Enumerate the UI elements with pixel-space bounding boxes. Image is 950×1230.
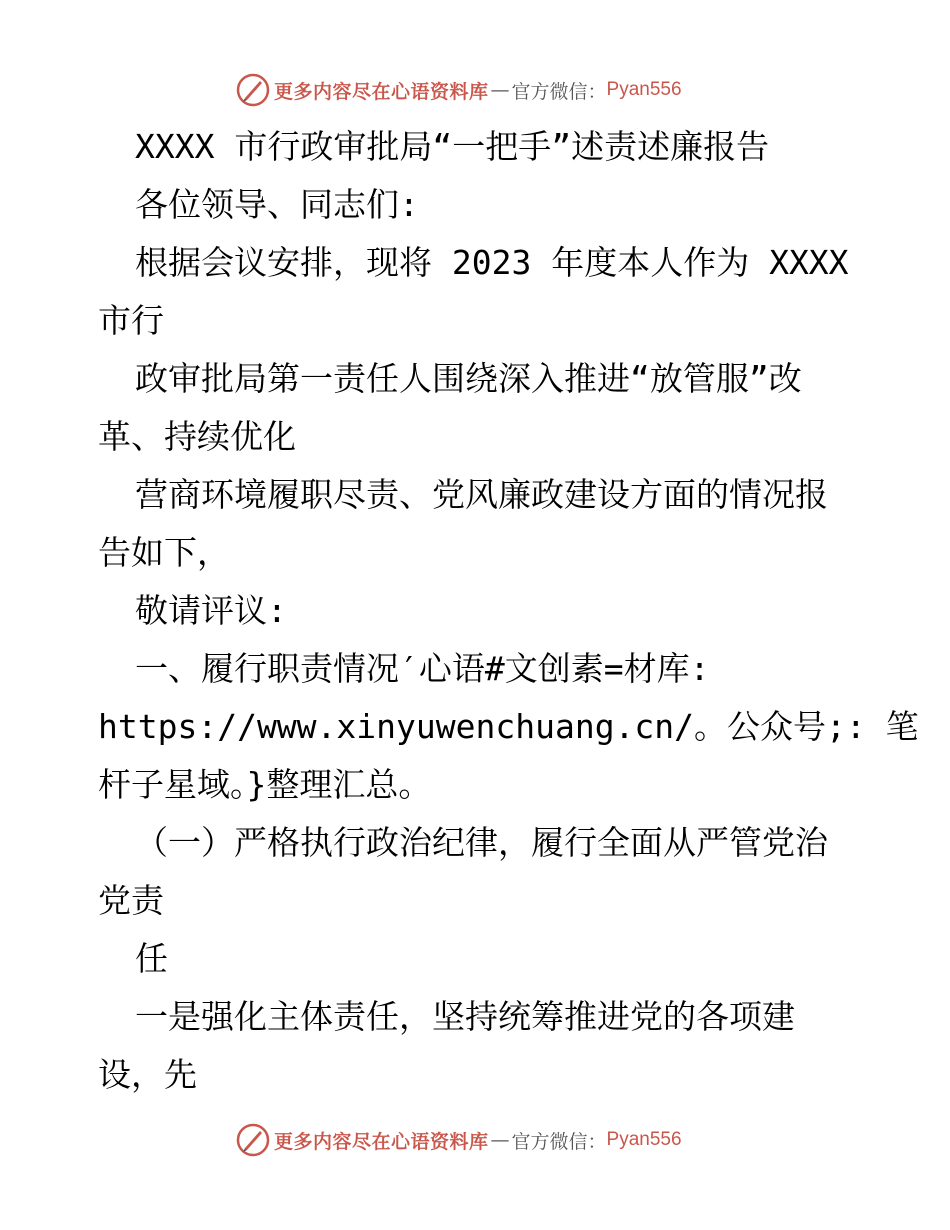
- paragraph-line: 告如下，: [98, 533, 230, 572]
- paragraph-line: 革、持续优化: [98, 417, 296, 456]
- watermark-separator: —: [490, 1129, 510, 1151]
- paragraph-line: 敬请评议:: [135, 591, 287, 630]
- watermark-wechat-label: 官方微信：: [511, 80, 607, 103]
- paragraph-line: https://www.xinyuwenchuang.cn/。公众号;: 笔: [98, 707, 919, 746]
- quill-logo-icon: [236, 1123, 270, 1157]
- paragraph-line: 市行: [98, 301, 164, 340]
- paragraph-line: 一是强化主体责任，坚持统筹推进党的各项建: [135, 997, 795, 1036]
- salutation: 各位领导、同志们:: [135, 185, 419, 224]
- watermark-wechat-label: 官方微信：: [511, 1130, 607, 1153]
- watermark-separator: —: [490, 79, 510, 101]
- watermark-site-text: 更多内容尽在心语资料库: [274, 80, 489, 103]
- paragraph-line: 营商环境履职尽责、党风廉政建设方面的情况报: [135, 475, 828, 514]
- header-watermark: [236, 72, 682, 108]
- watermark-wechat-id: Pyan556: [606, 79, 682, 100]
- paragraph-line: 杆子星域。}整理汇总。: [98, 765, 432, 804]
- paragraph-line: 政审批局第一责任人围绕深入推进“放管服”改: [135, 359, 802, 398]
- subsection-heading: （一）严格执行政治纪律，履行全面从严管党治: [135, 823, 828, 862]
- footer-watermark: [236, 1122, 682, 1158]
- watermark-wechat-id: Pyan556: [606, 1129, 682, 1150]
- paragraph-line: 根据会议安排，现将 2023 年度本人作为 XXXX: [135, 243, 849, 282]
- paragraph-line: 党责: [98, 881, 164, 920]
- document-title: XXXX 市行政审批局“一把手”述责述廉报告: [135, 127, 770, 166]
- quill-logo-icon: [236, 73, 270, 107]
- paragraph-line: 任: [135, 939, 168, 978]
- section-heading: 一、履行职责情况′心语#文创素=材库:: [135, 649, 710, 688]
- document-body: [98, 118, 919, 1104]
- watermark-site-text: 更多内容尽在心语资料库: [274, 1130, 489, 1153]
- paragraph-line: 设，先: [98, 1055, 197, 1094]
